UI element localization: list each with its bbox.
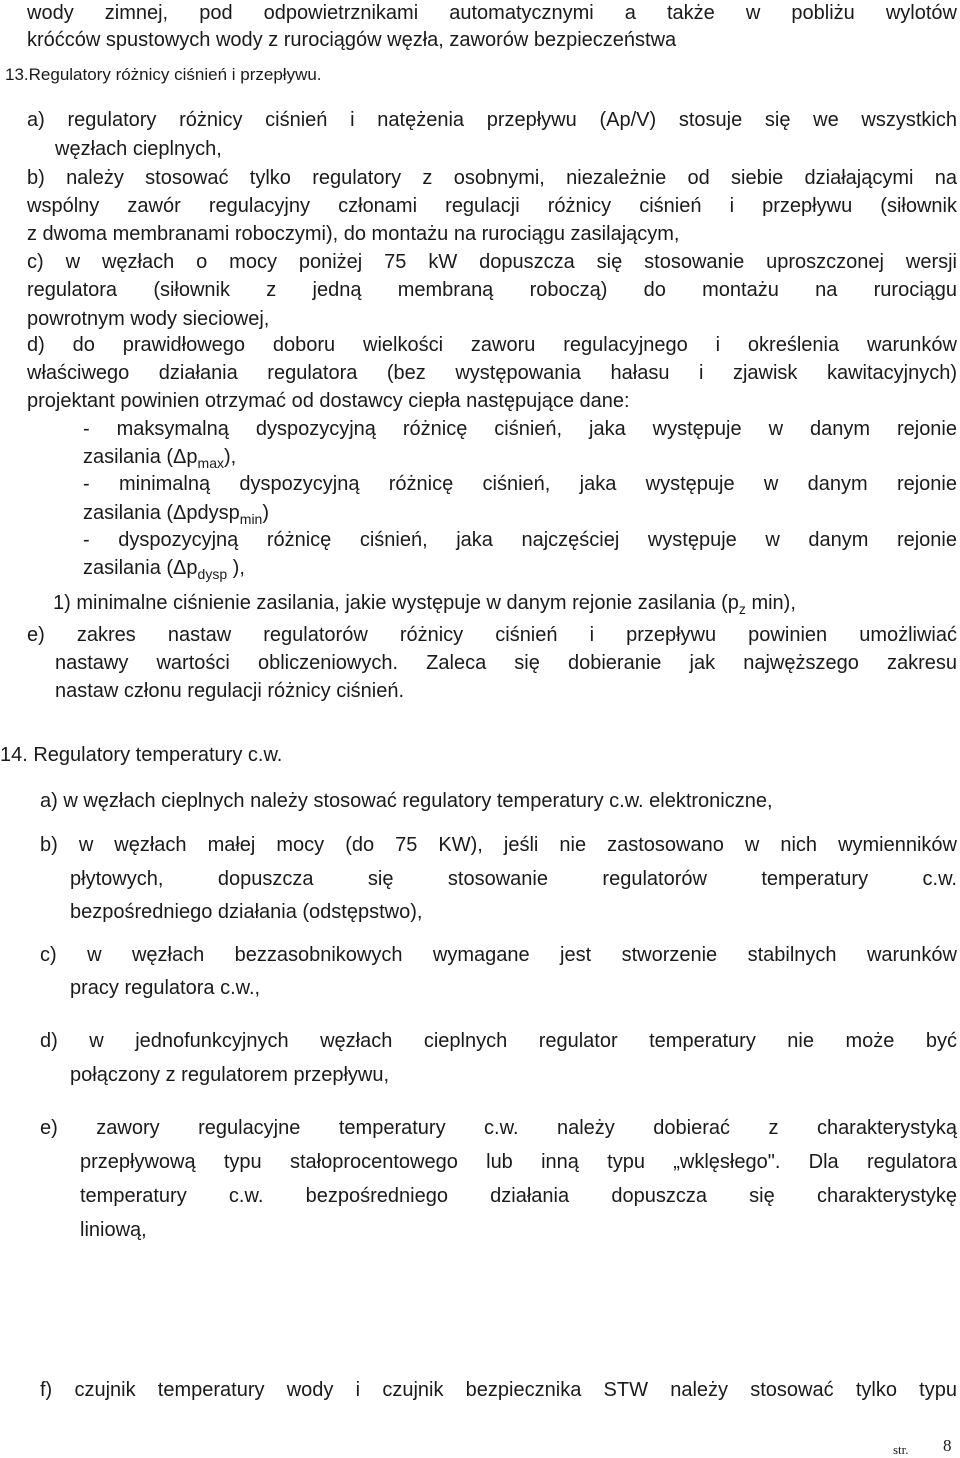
text-line: a) w węzłach cieplnych należy stosować regulatory temperatury c.w. elektroniczne, xyxy=(40,790,773,812)
text-line: płytowych, dopuszcza się stosowanie regulatorów temperatury c.w. xyxy=(70,868,957,890)
text-line: projektant powinien otrzymać od dostawcy ciepła następujące dane: xyxy=(27,390,630,412)
text-line: bezpośredniego działania (odstępstwo), xyxy=(70,901,423,923)
text-line: węzłach cieplnych, xyxy=(55,138,222,160)
text-line: wspólny zawór regulacyjny członami regulacji różnicy ciśnień i przepływu (siłownik xyxy=(27,195,957,217)
text-line: liniową, xyxy=(80,1219,147,1241)
text-line xyxy=(53,590,796,617)
section-heading-14: 14. Regulatory temperatury c.w. xyxy=(0,744,283,766)
section-heading-13: 13.Regulatory różnicy ciśnień i przepływu. xyxy=(5,65,322,84)
text-line: - minimalną dyspozycyjną różnicę ciśnień, jaka występuje w danym rejonie xyxy=(83,473,957,495)
text-line: - dyspozycyjną różnicę ciśnień, jaka najczęściej występuje w danym rejonie xyxy=(83,529,957,551)
text-line: b) w węzłach małej mocy (do 75 KW), jeśli nie zastosowano w nich wymienników xyxy=(40,834,957,856)
text-line: d) do prawidłowego doboru wielkości zaworu regulacyjnego i określenia warunków xyxy=(27,334,957,356)
text-line: c) w węzłach o mocy poniżej 75 kW dopuszcza się stosowanie uproszczonej wersji xyxy=(27,251,957,273)
text-span: zasilania (Δp xyxy=(83,557,198,579)
text-line: nastawy wartości obliczeniowych. Zaleca się dobieranie jak najwęższego zakresu xyxy=(55,652,957,674)
text-span: zasilania (Δpdysp xyxy=(83,502,240,524)
text-line: - maksymalną dyspozycyjną różnicę ciśnień, jaka występuje w danym rejonie xyxy=(83,418,957,440)
text-span: min), xyxy=(745,592,796,614)
subscript: dysp xyxy=(197,566,228,582)
text-span: ) xyxy=(262,502,270,524)
text-line: nastaw członu regulacji różnicy ciśnień. xyxy=(55,680,405,702)
text-line: regulatora (siłownik z jedną membraną roboczą) do montażu na rurociągu xyxy=(27,279,957,301)
text-line xyxy=(83,444,236,471)
page-number: 8 xyxy=(943,1436,952,1455)
text-line: f) czujnik temperatury wody i czujnik bezpiecznika STW należy stosować tylko typu xyxy=(40,1379,957,1401)
text-line: króćców spustowych wody z rurociągów węzła, zaworów bezpieczeństwa xyxy=(27,29,677,51)
subscript: max xyxy=(197,455,224,471)
text-line xyxy=(83,555,245,582)
text-span: ), xyxy=(223,446,237,468)
text-line: wody zimnej, pod odpowietrznikami automatycznymi a także w pobliżu wylotów xyxy=(27,2,957,24)
text-span: zasilania (Δp xyxy=(83,446,198,468)
text-line: przepływową typu stałoprocentowego lub inną typu „wklęsłego". Dla regulatora xyxy=(80,1151,957,1173)
text-span: 1) minimalne ciśnienie zasilania, jakie występuje w danym rejonie zasilania (p xyxy=(53,592,739,614)
text-line: b) należy stosować tylko regulatory z osobnymi, niezależnie od siebie działającymi na xyxy=(27,167,957,189)
text-line: właściwego działania regulatora (bez występowania hałasu i zjawisk kawitacyjnych) xyxy=(27,362,957,384)
page-label: str. xyxy=(893,1442,909,1457)
text-line: c) w węzłach bezzasobnikowych wymagane jest stworzenie stabilnych warunków xyxy=(40,944,957,966)
text-line: a) regulatory różnicy ciśnień i natężenia przepływu (Ap/V) stosuje się we wszystkich xyxy=(27,109,957,131)
text-line: e) zakres nastaw regulatorów różnicy ciśnień i przepływu powinien umożliwiać xyxy=(27,624,957,646)
text-line xyxy=(83,500,269,527)
text-line: d) w jednofunkcyjnych węzłach cieplnych regulator temperatury nie może być xyxy=(40,1030,957,1052)
text-line: połączony z regulatorem przepływu, xyxy=(70,1064,390,1086)
text-line: temperatury c.w. bezpośredniego działania dopuszcza się charakterystykę xyxy=(80,1185,957,1207)
text-span: ), xyxy=(227,557,245,579)
text-line: z dwoma membranami roboczymi), do montażu na rurociągu zasilającym, xyxy=(27,223,680,245)
text-line: e) zawory regulacyjne temperatury c.w. należy dobierać z charakterystyką xyxy=(40,1117,957,1139)
text-line: pracy regulatora c.w., xyxy=(70,977,261,999)
subscript: min xyxy=(239,511,263,527)
subscript: z xyxy=(738,601,746,617)
text-line: powrotnym wody sieciowej, xyxy=(27,308,270,330)
